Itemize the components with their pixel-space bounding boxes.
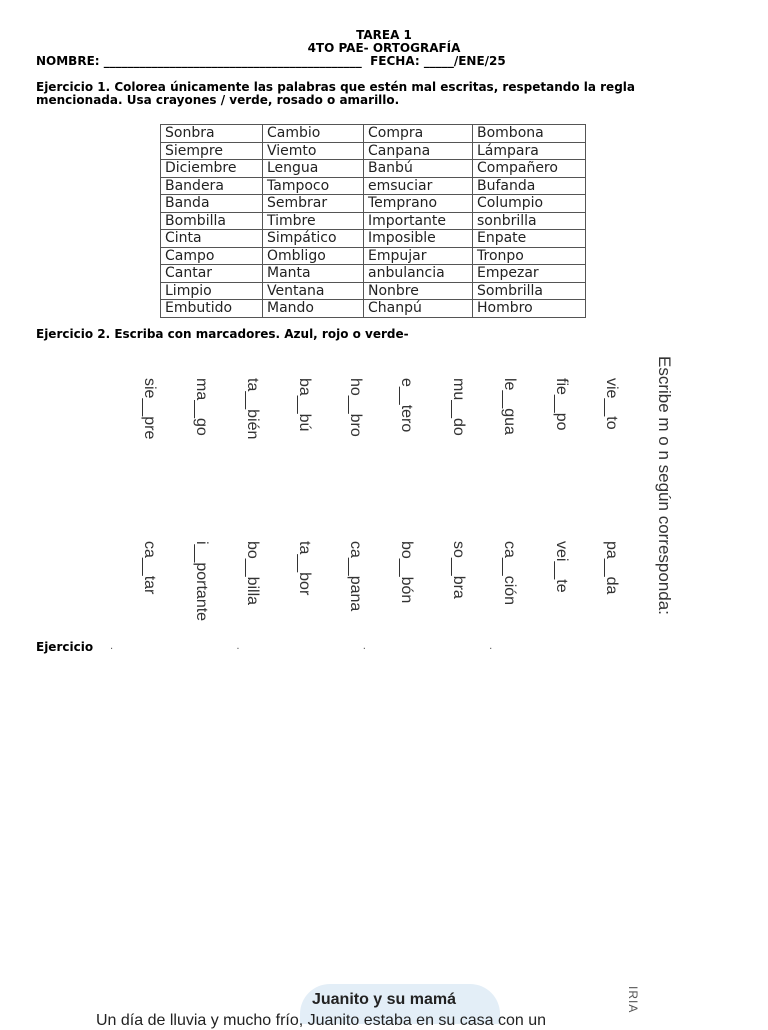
table-row (161, 142, 586, 160)
word-cell[interactable]: emsuciar (364, 177, 473, 195)
word-cell[interactable]: Imposible (364, 230, 473, 248)
fill-in-word-top[interactable]: fie__po (553, 378, 570, 431)
word-cell[interactable]: Bombona (473, 125, 586, 143)
word-cell[interactable]: Bufanda (473, 177, 586, 195)
fill-in-word-top[interactable]: ma__go (193, 378, 210, 436)
fill-in-word-bottom[interactable]: ca__ción (501, 541, 518, 606)
word-cell[interactable]: Tronpo (473, 247, 586, 265)
word-cell[interactable]: Cinta (161, 230, 263, 248)
word-cell[interactable]: Ventana (263, 282, 364, 300)
fill-in-word-top[interactable]: vie__to (603, 378, 620, 430)
assignment-subtitle: 4TO PAE- ORTOGRAFÍA (307, 41, 461, 55)
side-watermark: IRIA (626, 986, 640, 1014)
table-row (161, 212, 586, 230)
word-cell[interactable]: Timbre (263, 212, 364, 230)
table-row (161, 125, 586, 143)
story-title: Juanito y su mamá (311, 991, 457, 1008)
word-cell[interactable]: Cambio (263, 125, 364, 143)
word-cell[interactable]: Enpate (473, 230, 586, 248)
word-cell[interactable]: Cantar (161, 265, 263, 283)
fill-in-word-bottom[interactable]: ca__tar (141, 541, 158, 595)
word-cell[interactable]: Hombro (473, 300, 586, 318)
fill-in-word-top[interactable]: sie__pre (141, 378, 158, 440)
fill-in-word-top[interactable]: mu__do (450, 378, 467, 436)
word-cell[interactable]: Empujar (364, 247, 473, 265)
fill-in-word-bottom[interactable]: bo__billa (244, 541, 261, 606)
word-cell[interactable]: Importante (364, 212, 473, 230)
scan-dots: . . . . (110, 641, 553, 652)
word-cell[interactable]: Banda (161, 195, 263, 213)
fill-in-word-top[interactable]: ho__bro (347, 378, 364, 437)
table-row (161, 300, 586, 318)
table-row (161, 230, 586, 248)
fill-in-word-bottom[interactable]: vei__te (553, 541, 570, 593)
word-cell[interactable]: Lengua (263, 160, 364, 178)
word-cell[interactable]: Viemto (263, 142, 364, 160)
word-cell[interactable]: Banbú (364, 160, 473, 178)
word-table (160, 124, 586, 318)
table-row (161, 247, 586, 265)
word-cell[interactable]: Lámpara (473, 142, 586, 160)
word-cell[interactable]: Sombrilla (473, 282, 586, 300)
fill-in-word-top[interactable]: ba__bú (296, 378, 313, 432)
fill-in-word-bottom[interactable]: ta__bor (296, 541, 313, 596)
word-cell[interactable]: Sonbra (161, 125, 263, 143)
word-cell[interactable]: Diciembre (161, 160, 263, 178)
name-date-line: NOMBRE: ___________________________________________ FECHA: _____/ENE/25 (36, 54, 506, 68)
word-cell[interactable]: Chanpú (364, 300, 473, 318)
word-cell[interactable]: Compra (364, 125, 473, 143)
exercise-1-instructions: Ejercicio 1. Colorea únicamente las palabras que estén mal escritas, respetando la regla (36, 80, 635, 94)
word-cell[interactable]: Bandera (161, 177, 263, 195)
word-cell[interactable]: Manta (263, 265, 364, 283)
word-cell[interactable]: Mando (263, 300, 364, 318)
fill-in-word-bottom[interactable]: bo__bón (398, 541, 415, 604)
word-cell[interactable]: sonbrilla (473, 212, 586, 230)
fill-in-word-bottom[interactable]: pa__da (603, 541, 620, 595)
fill-in-word-top[interactable]: ta__bién (244, 378, 261, 440)
word-cell[interactable]: Tampoco (263, 177, 364, 195)
fill-in-word-top[interactable]: e__tero (398, 378, 415, 433)
fill-in-word-bottom[interactable]: ca__pana (347, 541, 364, 612)
exercise-1-instructions-cont: mencionada. Usa crayones / verde, rosado o amarillo. (36, 93, 400, 107)
word-cell[interactable]: Limpio (161, 282, 263, 300)
table-row (161, 177, 586, 195)
word-cell[interactable]: Embutido (161, 300, 263, 318)
fill-in-word-bottom[interactable]: i__portante (193, 541, 210, 622)
table-row (161, 160, 586, 178)
word-cell[interactable]: Empezar (473, 265, 586, 283)
word-cell[interactable]: Bombilla (161, 212, 263, 230)
exercise-3-label: Ejercicio (36, 640, 94, 654)
word-cell[interactable]: Columpio (473, 195, 586, 213)
fill-in-word-bottom[interactable]: so__bra (450, 541, 467, 599)
rotated-worksheet-title: Escribe m o n según corresponda: (655, 356, 674, 615)
word-cell[interactable]: Canpana (364, 142, 473, 160)
table-row (161, 265, 586, 283)
word-cell[interactable]: anbulancia (364, 265, 473, 283)
exercise-2-instructions: Ejercicio 2. Escriba con marcadores. Azul, rojo o verde- (36, 327, 409, 341)
table-row (161, 282, 586, 300)
word-cell[interactable]: Ombligo (263, 247, 364, 265)
word-cell[interactable]: Nonbre (364, 282, 473, 300)
word-cell[interactable]: Siempre (161, 142, 263, 160)
word-cell[interactable]: Simpático (263, 230, 364, 248)
word-cell[interactable]: Campo (161, 247, 263, 265)
table-row (161, 195, 586, 213)
fill-in-word-top[interactable]: le__gua (501, 378, 518, 435)
word-cell[interactable]: Compañero (473, 160, 586, 178)
word-cell[interactable]: Temprano (364, 195, 473, 213)
story-first-line: Un día de lluvia y mucho frío, Juanito estaba en su casa con un (96, 1012, 547, 1029)
assignment-title: TAREA 1 (356, 28, 412, 42)
word-cell[interactable]: Sembrar (263, 195, 364, 213)
